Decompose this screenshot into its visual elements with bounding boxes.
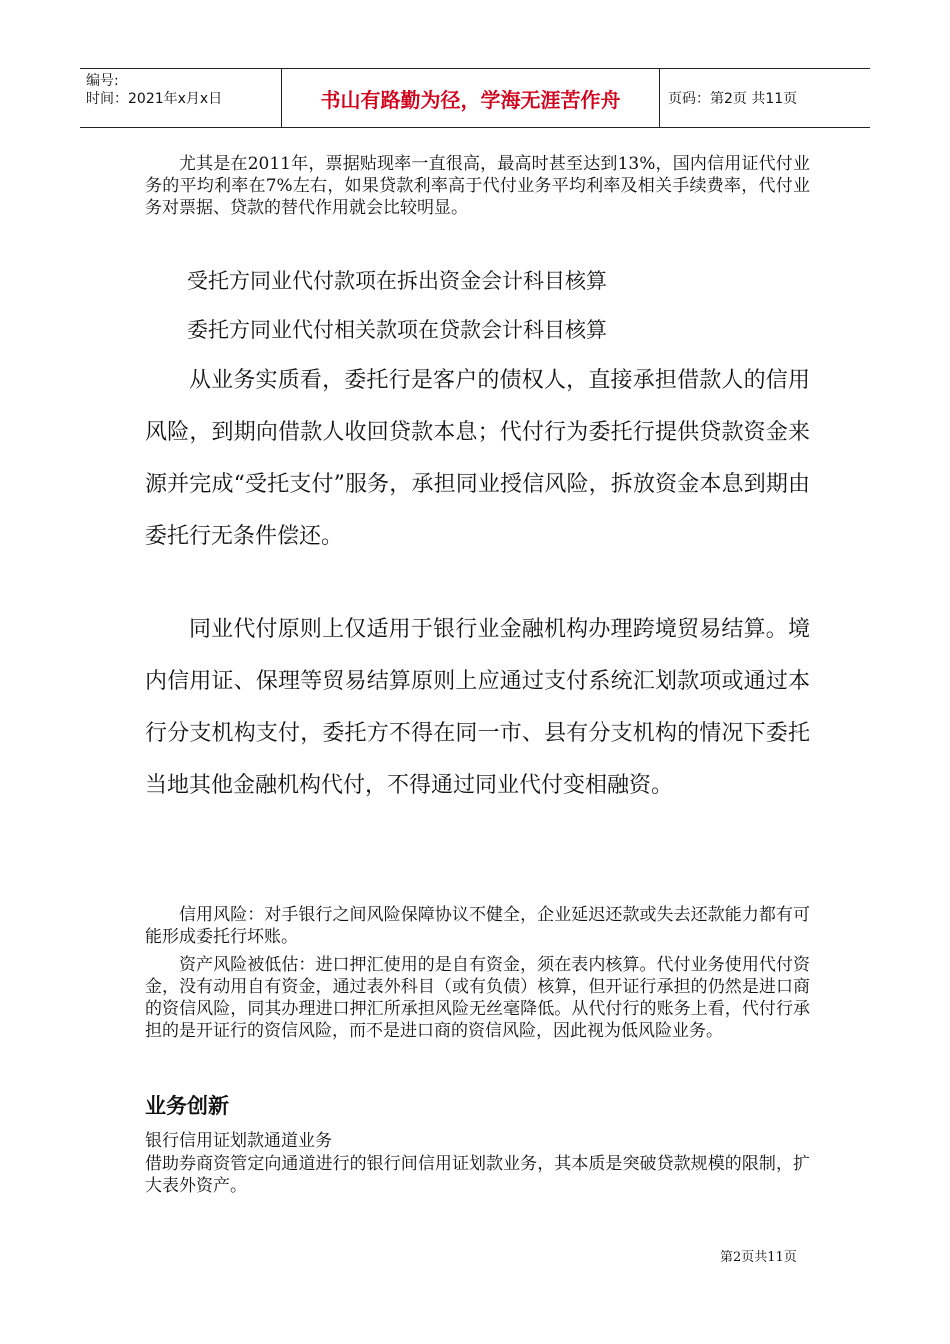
- line-trustee-accounting: 受托方同业代付款项在拆出资金会计科目核算: [187, 269, 607, 293]
- line-lc-channel: 银行信用证划款通道业务: [145, 1131, 332, 1151]
- document-number-label: 编号:: [86, 73, 119, 89]
- header-meta: [80, 69, 282, 127]
- page-footer: 第2页共11页: [720, 1250, 797, 1265]
- paragraph-business-essence: 从业务实质看，委托行是客户的债权人，直接承担借款人的信用风险，到期向借款人收回贷款本息；代付行为委托行提供贷款资金来源并完成“受托支付”服务，承担同业授信风险，拆放资金本息到期由委托行无条件偿还。: [145, 368, 810, 549]
- document-date-label: 时间：2021年x月x日: [86, 91, 223, 107]
- paragraph-credit-risk: 信用风险：对手银行之间风险保障协议不健全，企业延迟还款或失去还款能力都有可能形成委托行坏账。: [145, 905, 810, 947]
- line-trustor-accounting: 委托方同业代付相关款项在贷款会计科目核算: [187, 318, 607, 342]
- page-header: [80, 68, 870, 128]
- paragraph-lc-channel: 借助券商资管定向通道进行的银行间信用证划款业务，其本质是突破贷款规模的限制，扩大表外资产。: [145, 1154, 810, 1196]
- paragraph-discount-rate: 尤其是在2011年，票据贴现率一直很高，最高时甚至达到13%，国内信用证代付业务的平均利率在7%左右，如果贷款利率高于代付业务平均利率及相关手续费率，代付业务对票据、贷款的替代作用就会比较明显。: [145, 154, 810, 218]
- header-motto: 书山有路勤为径，学海无涯苦作舟: [282, 69, 660, 127]
- paragraph-asset-risk: 资产风险被低估：进口押汇使用的是自有资金，须在表内核算。代付业务使用代付资金，没有动用自有资金，通过表外科目（或有负债）核算，但开证行承担的仍然是进口商的资信风险，同其办理进口押汇所承担风险无丝毫降低。从代付行的账务上看，代付行承担的是开证行的资信风险，而不是进口商的资信风险，因此视为低风险业务。: [145, 955, 810, 1041]
- paragraph-scope: 同业代付原则上仅适用于银行业金融机构办理跨境贸易结算。境内信用证、保理等贸易结算原则上应通过支付系统汇划款项或通过本行分支机构支付，委托方不得在同一市、县有分支机构的情况下委托当地其他金融机构代付，不得通过同业代付变相融资。: [145, 617, 810, 798]
- section-heading: 业务创新: [145, 1094, 229, 1118]
- header-page-number: 页码：第2页 共11页: [668, 91, 798, 107]
